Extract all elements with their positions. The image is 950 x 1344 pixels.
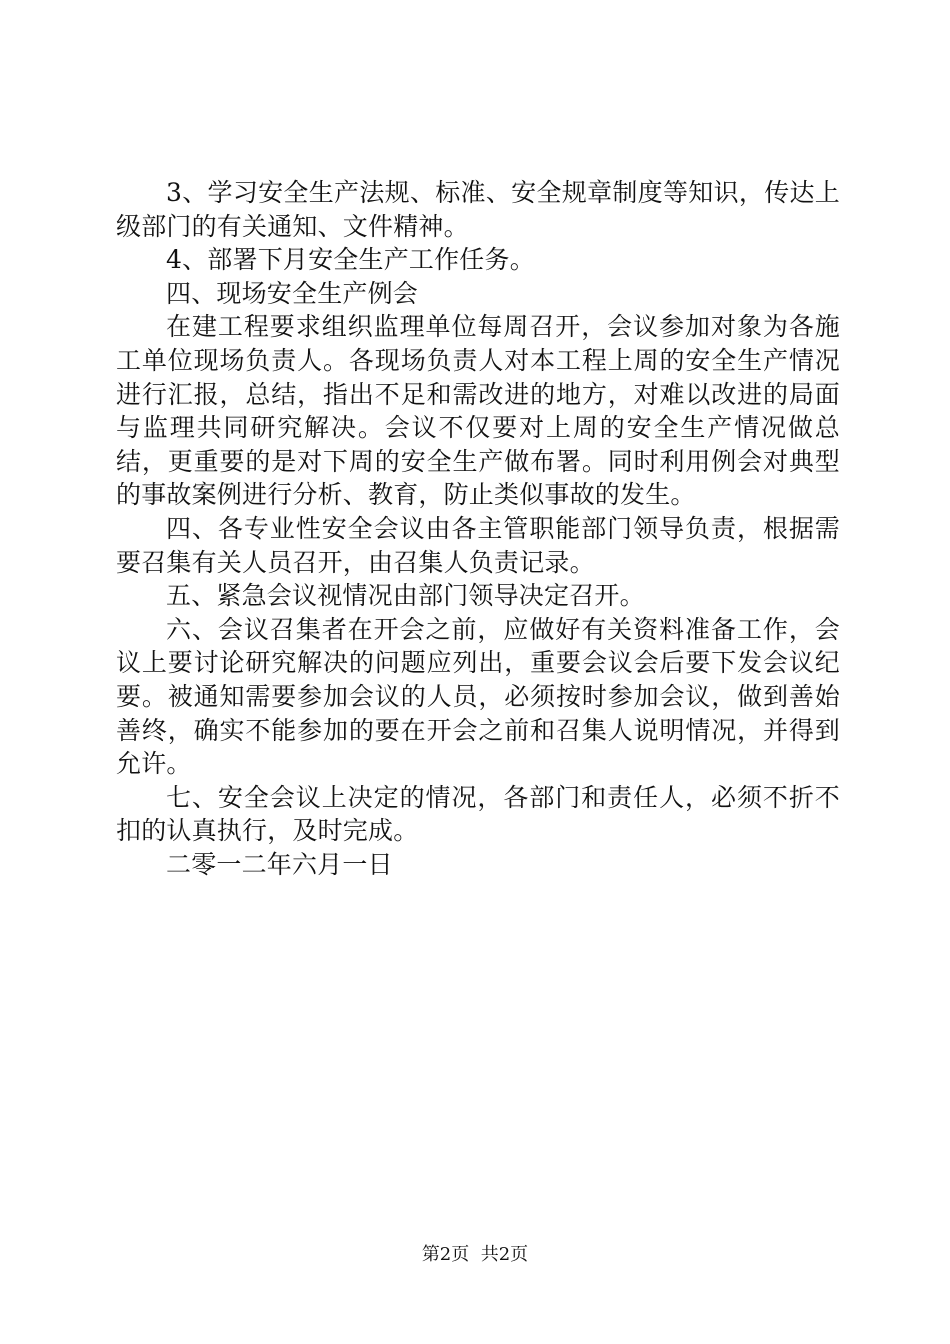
document-body [116,176,840,881]
paragraph-meeting-decisions: 七、安全会议上决定的情况，各部门和责任人，必须不折不扣的认真执行，及时完成。 [116,782,840,846]
document-date: 二零一二年六月一日 [166,849,393,879]
paragraph-meeting-preparation: 六、会议召集者在开会之前，应做好有关资料准备工作，会议上要讨论研究解决的问题应列出，重要会议会后要下发会议纪要。被通知需要参加会议的人员，必须按时参加会议，做到善始善终，确实不能参加的要在开会之前和召集人说明情况，并得到允许。 [116,614,840,779]
page-number: 第2页 [421,1244,470,1265]
page-total: 共2页 [480,1244,529,1265]
section-heading-site-meeting: 四、现场安全生产例会 [166,278,419,308]
paragraph-site-meeting: 在建工程要求组织监理单位每周召开，会议参加对象为各施工单位现场负责人。各现场负责人对本工程上周的安全生产情况进行汇报，总结，指出不足和需改进的地方，对难以改进的局面与监理共同研究解决。会议不仅要对上周的安全生产情况做总结，更重要的是对下周的安全生产做布署。同时利用例会对典型的事故案例进行分析、教育，防止类似事故的发生。 [116,312,840,510]
footer-spacer [469,1244,480,1265]
paragraph-emergency-meetings: 五、紧急会议视情况由部门领导决定召开。 [166,581,645,611]
paragraph-item-3: 3、学习安全生产法规、标准、安全规章制度等知识，传达上级部门的有关通知、文件精神。 [116,178,840,241]
paragraph-professional-meetings: 四、各专业性安全会议由各主管职能部门领导负责，根据需要召集有关人员召开，由召集人负责记录。 [116,513,840,577]
page-footer [0,1244,950,1266]
paragraph-item-4: 4、部署下月安全生产工作任务。 [166,245,535,275]
